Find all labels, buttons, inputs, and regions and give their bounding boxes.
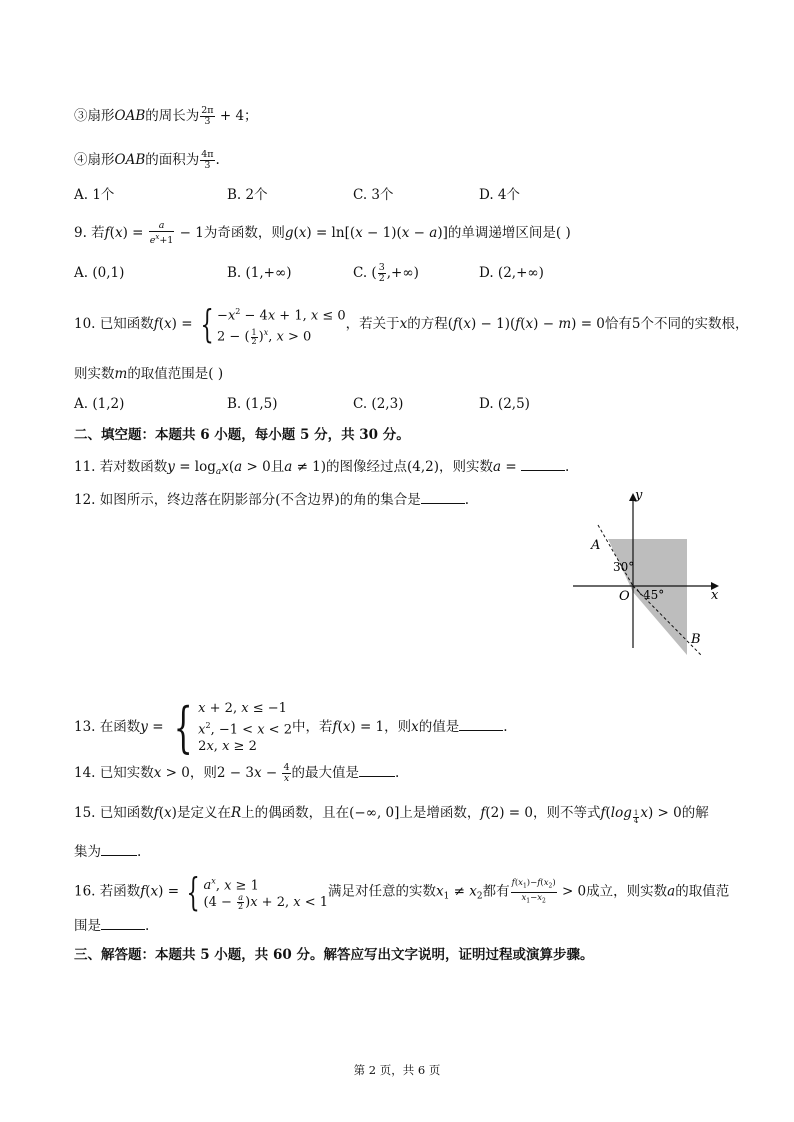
q15-blank — [101, 841, 137, 856]
q10-line2-end: 的取值范围是( ) — [127, 366, 224, 382]
q15-mid3: 上是增函数， — [399, 805, 481, 821]
q9-option-d: D. (2,+∞) — [479, 265, 544, 281]
section-2-heading: 二、填空题：本题共 6 小题，每小题 5 分，共 30 分。 — [74, 427, 410, 443]
q13-num: 13. 在函数 — [74, 719, 141, 736]
q8-option-b: B. 2个 — [227, 187, 268, 203]
q13-mid: 中，若 — [291, 719, 333, 736]
q9-option-b: B. (1,+∞) — [227, 265, 292, 281]
q10-option-d: D. (2,5) — [479, 396, 530, 412]
q15-num: 15. 已知函数 — [74, 805, 154, 821]
q16-line2-end: . — [145, 918, 150, 934]
q10-option-b: B. (1,5) — [227, 396, 278, 412]
q10-mid2: 的方程 — [407, 315, 448, 332]
label-b: B — [691, 632, 701, 647]
q8-option-c: C. 3个 — [353, 187, 394, 203]
statement-3: ③扇形OAB的周长为 $\frac{2\pi}{3}$ + 4； — [74, 105, 258, 127]
q9-end: 的单调递增区间是( ) — [447, 225, 571, 242]
label-y: y — [635, 488, 643, 503]
q16-num: 16. 若函数 — [74, 883, 141, 900]
q11-blank — [521, 456, 565, 471]
label-origin: O — [619, 589, 630, 604]
angle-45-label: 45° — [643, 588, 665, 602]
q15-line2-end: . — [137, 844, 142, 860]
q14-blank — [359, 762, 395, 777]
q16-line2: 围是 — [74, 918, 101, 934]
q8-option-a: A. 1个 — [74, 187, 115, 203]
q16-mid2: 都有 — [482, 883, 510, 900]
q9-mid: 为奇函数，则 — [203, 225, 285, 242]
q15-mid4: ，则不等式 — [533, 805, 601, 821]
q8-option-d: D. 4个 — [479, 187, 521, 203]
angle-figure — [565, 485, 725, 665]
question-15: 15. 已知函数f(x)是定义在R上的偶函数，且在(−∞, 0]上是增函数，f(2) = 0，则不等式f(log $\frac{1}{4}$ x) > 0的解 — [74, 805, 709, 825]
question-10-line2: 则实数m的取值范围是( ) — [74, 366, 224, 382]
q14-end: 的最大值是 — [291, 765, 360, 781]
label-a: A — [591, 538, 601, 553]
s3-tail: 的周长为 — [145, 108, 200, 124]
question-9: 9. 若f(x) = $\frac{a}{e^x+1}$ − 1为奇函数，则g(x) = ln[(x − 1)(x − a)]的单调递增区间是( ) — [74, 220, 571, 247]
statement-4: ④扇形OAB的面积为 $\frac{4\pi}{3}$ . — [74, 149, 220, 171]
section-3-heading: 三、解答题：本题共 5 小题，共 60 分。解答应写出文字说明，证明过程或演算步骤。 — [74, 947, 594, 963]
q13-end2: . — [503, 719, 508, 736]
q15-line2: 集为 — [74, 844, 101, 860]
question-15-line2 — [74, 841, 141, 862]
q10-mid: ，若关于 — [345, 315, 400, 332]
q9-num: 9. 若 — [74, 225, 105, 242]
q15-end: 的解 — [681, 805, 709, 821]
q13-end: 的值是 — [418, 719, 460, 736]
q9-option-a: A. (0,1) — [74, 265, 125, 281]
q16-mid3: 成立，则实数 — [586, 883, 668, 900]
page-footer: 第 2 页，共 6 页 — [353, 1063, 441, 1077]
q10-num: 10. 已知函数 — [74, 315, 154, 332]
q10-end: 恰有5个不同的实数根， — [604, 315, 749, 332]
q16-mid: 满足对任意的实数 — [328, 883, 437, 900]
q14-mid: ，则 — [189, 765, 217, 781]
question-16-line2 — [74, 915, 149, 936]
q15-mid2: 上的偶函数，且在 — [241, 805, 350, 821]
q9-option-c: C. ( $\frac{3}{2}$ ,+∞) — [353, 262, 419, 284]
s3-prefix: ③扇形 — [74, 108, 115, 124]
q16-blank — [101, 915, 145, 930]
q13-mid2: ，则 — [384, 719, 412, 736]
q16-end: 的取值范 — [675, 883, 730, 900]
q11-mid: 的图像经过点(4,2)，则实数 — [326, 459, 494, 475]
q14-num: 14. 已知实数 — [74, 765, 154, 781]
q12-end: . — [464, 492, 470, 508]
question-14: 14. 已知实数x > 0，则2 − 3x − $\frac{4}{x}$ 的最大值是 . — [74, 762, 400, 784]
q9-option-c-label: C. — [353, 265, 368, 281]
q10-option-c: C. (2,3) — [353, 396, 404, 412]
q11-end: . — [565, 459, 570, 475]
question-12 — [74, 489, 469, 510]
q12-text: 12. 如图所示，终边落在阴影部分(不含边界)的角的集合是 — [74, 492, 421, 508]
s4-prefix: ④扇形 — [74, 152, 115, 168]
q10-line2: 则实数 — [74, 366, 115, 382]
q11-num: 11. 若对数函数 — [74, 459, 168, 475]
question-11: 11. 若对数函数$y = \log_ax(a > 0$且a ≠ 1)的图像经过点(4,2)，则实数a = . — [74, 456, 569, 482]
question-10: 10. 已知函数f(x) = { $-x^2 - 4x + 1$, x ≤ 0 2 − ( $\frac{1}{2}$ )$^x$, x > 0 ，若关于x的方程(f(x) − 1)(f(x) − m) = 0恰有5个不同的实数根， — [74, 302, 749, 347]
q12-blank — [421, 489, 465, 504]
q14-end2: . — [395, 765, 400, 781]
label-x: x — [711, 588, 719, 603]
question-16: 16. 若函数f(x) = { $a^x$, x ≥ 1 (4 − $\frac{a}{2}$ )x + 2, x < 1 满足对任意的实数$x_1 \ne x_2$都有 $\frac{f(x_1)-f(x_2)}{x_1-x_2}$ > 0成立，则实数a的取值范 — [74, 870, 730, 915]
q15-mid: 是定义在 — [176, 805, 231, 821]
q10-option-a: A. (1,2) — [74, 396, 125, 412]
angle-30-label: 30° — [613, 560, 635, 574]
question-13: 13. 在函数y = { x + 2, x ≤ −1 $x^2$, −1 < x < 2 2x, x ≥ 2 中，若f(x) = 1，则x的值是 . — [74, 695, 508, 759]
s3-end: + 4； — [219, 108, 258, 124]
q13-blank — [459, 716, 503, 731]
s4-end: . — [215, 152, 220, 168]
s4-tail: 的面积为 — [145, 152, 200, 168]
